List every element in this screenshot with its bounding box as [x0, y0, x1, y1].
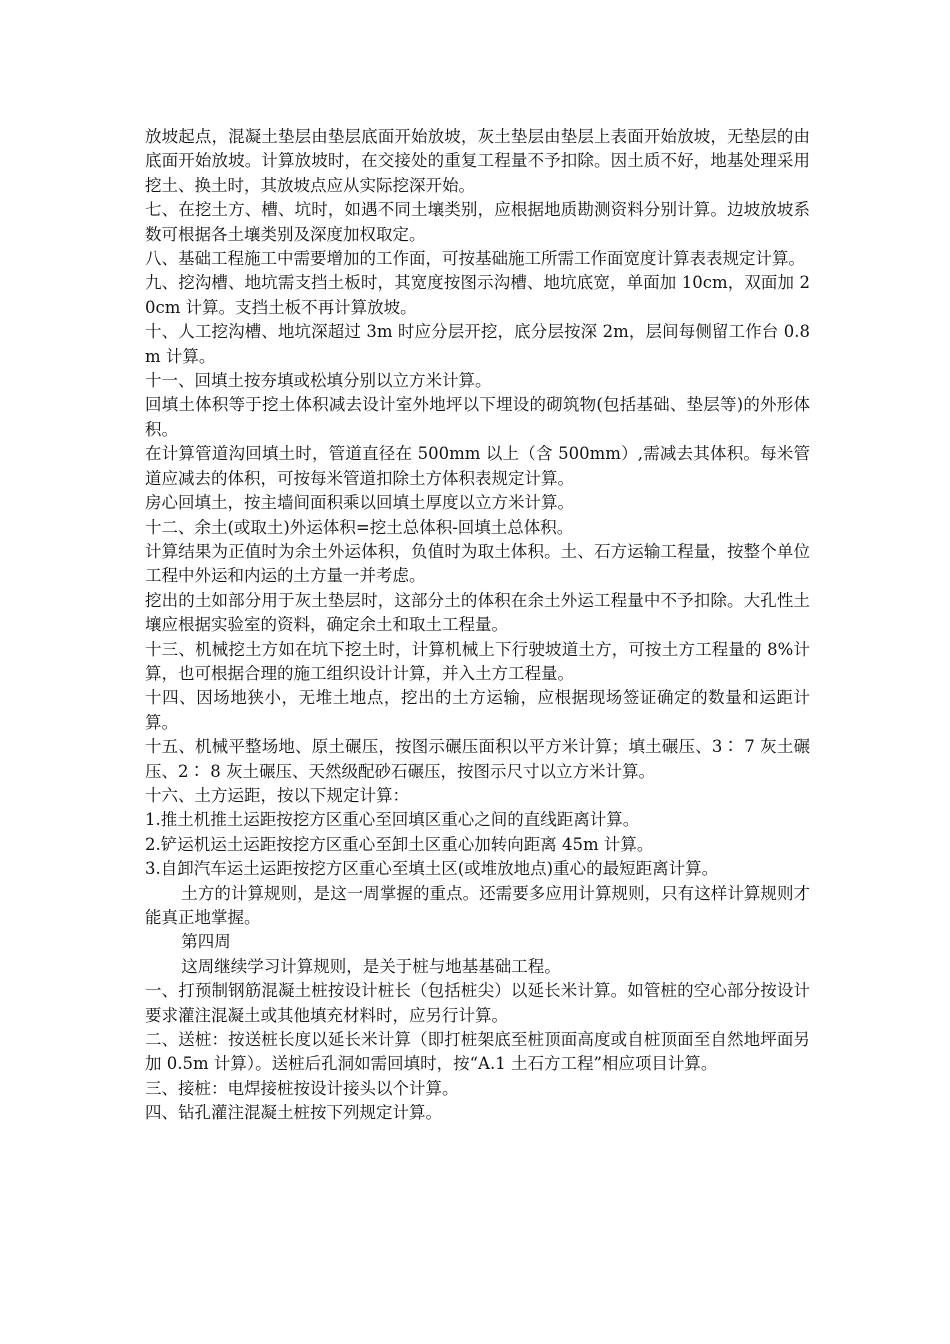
paragraph-week-4-intro: 这周继续学习计算规则，是关于桩与地基基础工程。 [181, 956, 561, 976]
paragraph-item-3: 3.自卸汽车运土运距按挖方区重心至填土区(或堆放地点)重心的最短距离计算。 [145, 859, 719, 879]
paragraph-pile-rule-3: 三、接桩：电焊接桩按设计接头以个计算。 [145, 1078, 459, 1098]
paragraph-rule-11: 十一、回填土按夯填或松填分别以立方米计算。 [145, 371, 492, 391]
paragraph-pipe-trench: 在计算管道沟回填土时，管道直径在 500mm 以上（含 500mm）,需减去其体积。每米管道应减去的体积，可按每米管道扣除土方体积表规定计算。 [145, 444, 810, 488]
paragraph-lime-soil: 挖出的土如部分用于灰土垫层时，这部分土的体积在余土外运工程量中不予扣除。大孔性土壤应根据实验室的资料，确定余土和取土工程量。 [145, 590, 810, 635]
paragraph-rule-12: 十二、余土(或取土)外运体积=挖土总体积-回填土总体积。 [145, 517, 574, 537]
section-heading-week-4: 第四周 [181, 932, 231, 952]
paragraph-rule-9: 九、挖沟槽、地坑需支挡土板时，其宽度按图示沟槽、地坑底宽，单面加 10cm，双面加 20cm 计算。支挡土板不再计算放坡。 [145, 273, 810, 317]
paragraph-item-1: 1.推土机推土运距按挖方区重心至回填区重心之间的直线距离计算。 [145, 810, 640, 830]
paragraph-rule-8: 八、基础工程施工中需要增加的工作面，可按基础施工所需工作面宽度计算表表规定计算。 [145, 249, 805, 269]
paragraph-rule-13: 十三、机械挖土方如在坑下挖土时，计算机械上下行驶坡道土方，可按土方工程量的 8%计算，也可根据合理的施工组织设计计算，并入土方工程量。 [145, 639, 810, 683]
paragraph-slope-start: 放坡起点，混凝土垫层由垫层底面开始放坡，灰土垫层由垫层上表面开始放坡，无垫层的由底面开始放坡。计算放坡时，在交接处的重复工程量不予扣除。因土质不好，地基处理采用挖土、换土时，其放坡点应从实际挖深开始。 [145, 127, 810, 195]
paragraph-summary: 土方的计算规则，是这一周掌握的重点。还需要多应用计算规则，只有这样计算规则才能真正地掌握。 [145, 883, 810, 927]
paragraph-rule-7: 七、在挖土方、槽、坑时，如遇不同土壤类别，应根据地质勘测资料分别计算。边坡放坡系数可根据各土壤类别及深度加权取定。 [145, 200, 810, 244]
document-page [145, 125, 810, 1126]
paragraph-backfill-volume: 回填土体积等于挖土体积减去设计室外地坪以下埋设的砌筑物(包括基础、垫层等)的外形体积。 [145, 395, 810, 439]
paragraph-pile-rule-1: 一、打预制钢筋混凝土桩按设计桩长（包括桩尖）以延长米计算。如管桩的空心部分按设计要求灌注混凝土或其他填充材料时，应另行计算。 [145, 981, 810, 1025]
paragraph-calc-result: 计算结果为正值时为余土外运体积，负值时为取土体积。土、石方运输工程量，按整个单位工程中外运和内运的土方量一并考虑。 [145, 541, 810, 586]
paragraph-room-backfill: 房心回填土，按主墙间面积乘以回填土厚度以立方米计算。 [145, 493, 574, 513]
paragraph-pile-rule-4: 四、钻孔灌注混凝土桩按下列规定计算。 [145, 1103, 442, 1123]
paragraph-pile-rule-2: 二、送桩：按送桩长度以延长米计算（即打桩架底至桩顶面高度或自桩顶面至自然地坪面另加 0.5m 计算）。送桩后孔洞如需回填时，按“A.1 土石方工程”相应项目计算。 [145, 1030, 810, 1074]
paragraph-rule-16: 十六、土方运距，按以下规定计算： [145, 785, 409, 805]
paragraph-rule-14: 十四、因场地狭小，无堆土地点，挖出的土方运输，应根据现场签证确定的数量和运距计算。 [145, 688, 810, 732]
paragraph-item-2: 2.铲运机运土运距按挖方区重心至卸土区重心加转向距离 45m 计算。 [145, 834, 654, 854]
paragraph-rule-15: 十五、机械平整场地、原土碾压，按图示碾压面积以平方米计算；填土碾压、3∶ 7 灰土碾压、2∶ 8 灰土碾压、天然级配砂石碾压，按图示尺寸以立方米计算。 [145, 737, 810, 781]
paragraph-rule-10: 十、人工挖沟槽、地坑深超过 3m 时应分层开挖，底分层按深 2m，层间每侧留工作台 0.8m 计算。 [145, 322, 810, 366]
